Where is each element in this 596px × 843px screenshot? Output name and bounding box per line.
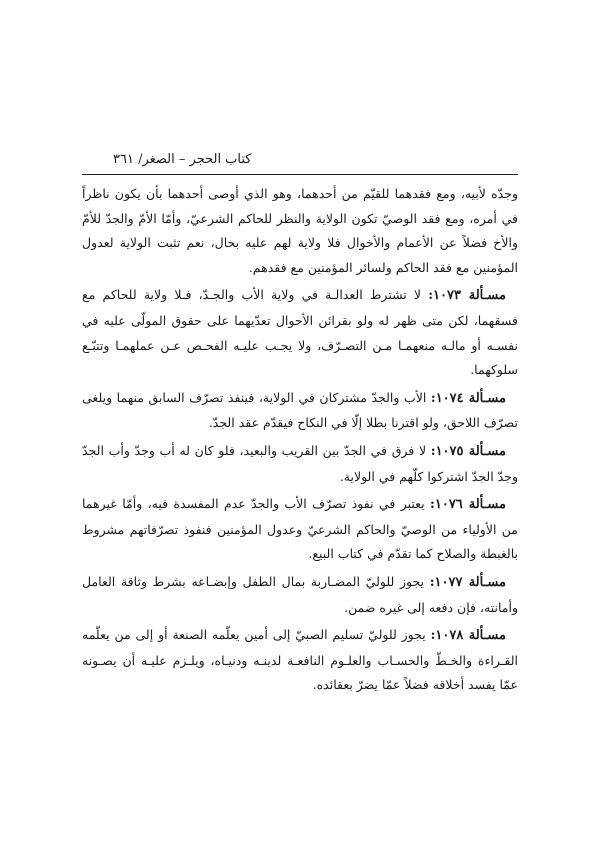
issue-text: الأب والجدّ مشتركان في الولاية، فينفذ تصرّف السابق منهما ويلغى تصرّف اللاحق، ولو اقترنا بطلا إلّا في النكاح فيقدّم عقد الجدّ. xyxy=(82,389,518,431)
paragraph-continuation xyxy=(82,182,518,280)
issue-text: يجوز للوليّ المضـاربة بمال الطفل وإبضـاعه بشرط وثاقة العامل وأمانته، فإن دفعه إلى غيره ضمن. xyxy=(82,573,518,615)
page-body xyxy=(82,182,518,701)
issue-label: مسـألة ١٠٧٦: xyxy=(430,497,506,513)
issue-text: لا تشترط العدالـة في ولاية الأب والجـدّ، فـلا ولاية للحاكم مع فسقهما، لكن متى ظهر له ولو بقرائن الأحوال تعدّيهما على حقوق المولّى عليه في نفسـه أو مالـه منعهمـا مـن التصـرّف، ولا يجـب عليـه الفحـص عـن عملهمـا وتتبّـع سلوكهما. xyxy=(82,287,518,378)
issue-label: مسـألة ١٠٧٨: xyxy=(430,628,506,644)
issue-label: مسـألة ١٠٧٥: xyxy=(430,443,506,459)
paragraph-text: وجدّه لأبيه، ومع فقدهما للقيّم من أحدهما، وهو الذي أوصى أحدهما بأن يكون ناظراً في أمره، ومع فقد الوصيّ تكون الولاية والنظر للحاكم الشرعيّ، وأمّا الأمّ والجدّ للأمّ والأخ فضلاً عن الأعمام والأخوال فلا ولاية لهم عليه بحال، نعم تثبت الولاية لعدول المؤمنين مع فقد الحاكم ولسائر المؤمنين مع فقدهم. xyxy=(82,186,518,275)
issue-1078 xyxy=(82,623,518,698)
issue-1074 xyxy=(82,386,518,436)
running-head: كتاب الحجر – الصغر/ ٣٦١ xyxy=(113,152,252,167)
issue-label: مسـألة ١٠٧٧: xyxy=(429,574,506,590)
issue-text: يجوز للوليّ تسليم الصبيّ إلى أمين يعلّمه الصنعة أو إلى من يعلّمه القـراءة والخـطّ والحسـاب والعلـوم النافعـة لدينـه ودنيـاه، ويلـزم عليـه أن يصـونه عمّا يفسد أخلاقه فضلاً عمّا يضرّ بعقائده. xyxy=(82,627,518,693)
issue-text: يعتبر في نفوذ تصرّف الأب والجدّ عدم المفسدة فيه، وأمّا غيرهما من الأولياء من الوصيّ والحاكم الشرعيّ وعدول المؤمنين فنفوذ تصرّفاتهم مشروط بالغبطة والصلاح كما تقدّم في كتاب البيع. xyxy=(82,496,518,562)
header-rule xyxy=(82,174,518,175)
issue-1075 xyxy=(82,439,518,489)
issue-1076 xyxy=(82,492,518,567)
issue-1073 xyxy=(82,283,518,382)
issue-label: مسـألة ١٠٧٤: xyxy=(430,390,506,406)
issue-label: مسـألة ١٠٧٣: xyxy=(428,288,506,304)
issue-text: لا فرق في الجدّ بين القريب والبعيد، فلو كان له أب وجدّ وأب الجدّ وجدّ الجدّ اشتركوا كلّهم في الولاية. xyxy=(82,442,518,484)
issue-1077 xyxy=(82,570,518,620)
